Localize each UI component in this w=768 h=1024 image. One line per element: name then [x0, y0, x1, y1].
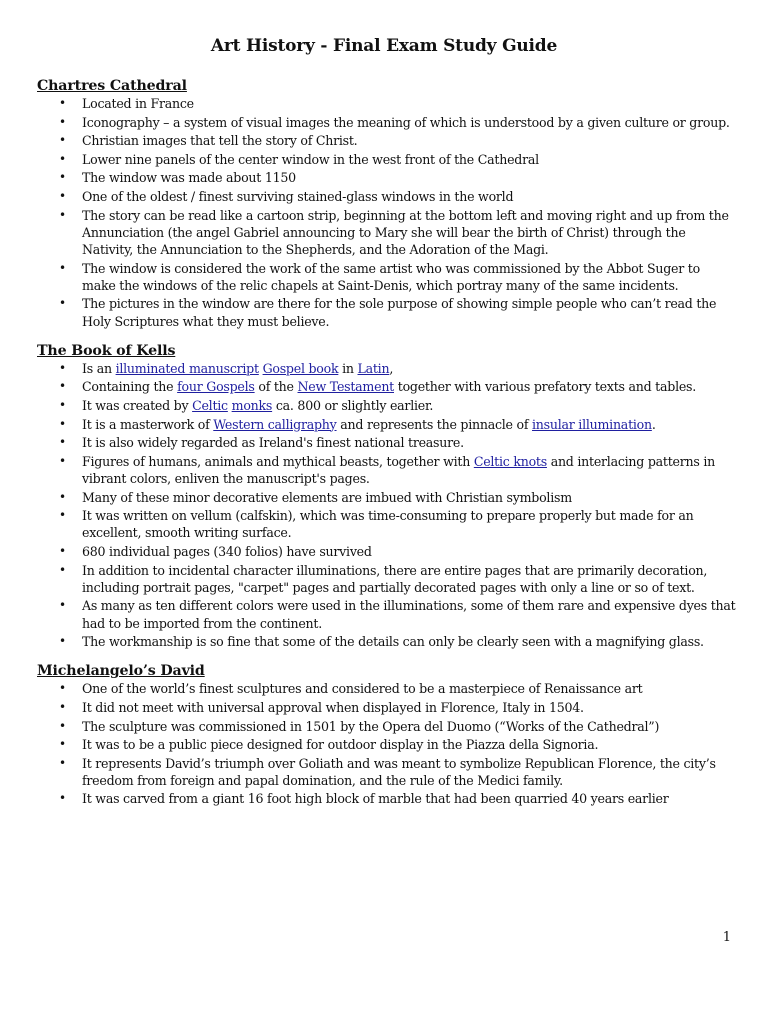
bullet-text: One of the oldest / finest surviving stained-glass windows in the world [82, 188, 514, 204]
bullet-item [37, 188, 737, 205]
bullet-item [37, 151, 737, 168]
bullet-item [37, 790, 737, 807]
bullet-item [37, 597, 737, 631]
bullet-list [37, 95, 737, 330]
bullet-text: and interlacing patterns in vibrant colors, enliven the manuscript's pages. [82, 453, 715, 486]
bullet-text: in [338, 360, 358, 376]
bullet-text: Iconography – a system of visual images the meaning of which is understood by a given culture or group. [82, 114, 730, 130]
section-heading: The Book of Kells [37, 342, 176, 359]
bullet-item [37, 416, 737, 433]
bullet-text: The pictures in the window are there for the sole purpose of showing simple people who can’t read the Holy Scriptures what they must believe. [82, 296, 717, 329]
bullet-text: As many as ten different colors were used in the illuminations, some of them rare and expensive dyes that had to be imported from the continent. [82, 598, 736, 631]
bullet-text: together with various prefatory texts and tables. [394, 379, 697, 395]
bullet-text: It is a masterwork of [82, 416, 214, 432]
bullet-text: It did not meet with universal approval when displayed in Florence, Italy in 1504. [82, 699, 584, 715]
bullet-text: Figures of humans, animals and mythical beasts, together with [82, 453, 474, 469]
bullet-item [37, 95, 737, 112]
bullet-item [37, 434, 737, 451]
bullet-text: 680 individual pages (340 folios) have survived [82, 543, 372, 559]
hyperlink[interactable]: Celtic knots [473, 453, 547, 469]
bullet-text: The window was made about 1150 [82, 170, 296, 186]
hyperlink[interactable]: Western calligraphy [213, 416, 337, 432]
bullet-text: Christian images that tell the story of Christ. [82, 133, 358, 149]
bullet-item [37, 718, 737, 735]
hyperlink[interactable]: monks [231, 397, 273, 413]
page-number: 1 [722, 930, 731, 945]
bullet-text: It was created by [82, 397, 193, 413]
document-body [37, 77, 737, 820]
bullet-item [37, 562, 737, 596]
hyperlink[interactable]: insular illumination [532, 416, 652, 432]
bullet-text: Many of these minor decorative elements are imbued with Christian symbolism [82, 489, 572, 505]
bullet-item [37, 169, 737, 186]
hyperlink[interactable]: illuminated manuscript [115, 360, 259, 376]
bullet-text: and represents the pinnacle of [336, 416, 533, 432]
document-title: Art History - Final Exam Study Guide [210, 36, 558, 56]
bullet-item [37, 132, 737, 149]
bullet-text: , [389, 360, 394, 376]
bullet-item [37, 489, 737, 506]
bullet-text: Lower nine panels of the center window in the west front of the Cathedral [82, 151, 539, 167]
bullet-item [37, 736, 737, 753]
bullet-text: It was to be a public piece designed for outdoor display in the Piazza della Signoria. [82, 737, 599, 753]
bullet-text: It is also widely regarded as Ireland's finest national treasure. [82, 435, 464, 451]
bullet-text: of the [254, 379, 298, 395]
bullet-text: Containing the [82, 379, 178, 395]
bullet-list [37, 360, 737, 651]
bullet-item [37, 755, 737, 789]
bullet-item [37, 680, 737, 697]
bullet-text: It was written on vellum (calfskin), which was time-consuming to prepare properly but made for an excellent, smooth writing surface. [82, 508, 694, 541]
bullet-text: Located in France [82, 96, 194, 111]
section-chartres-cathedral [37, 77, 737, 330]
bullet-item [37, 397, 737, 414]
bullet-item [37, 260, 737, 294]
bullet-item [37, 360, 737, 377]
bullet-text: The story can be read like a cartoon strip, beginning at the bottom left and moving right and up from the Annunciation (the angel Gabriel announcing to Mary she will bear the birth of Christ) through the Nativity, the Annunciation to the Shepherds, and the Adoration of the Magi. [82, 207, 729, 257]
bullet-item [37, 633, 737, 650]
hyperlink[interactable]: Latin [357, 360, 390, 376]
bullet-list [37, 680, 737, 807]
hyperlink[interactable]: New Testament [297, 379, 394, 395]
section-book-of-kells [37, 342, 737, 651]
bullet-text: The sculpture was commissioned in 1501 by the Opera del Duomo (“Works of the Cathedral”) [82, 718, 660, 734]
bullet-item [37, 295, 737, 329]
bullet-text: Is an [82, 360, 116, 376]
bullet-text: In addition to incidental character illuminations, there are entire pages that are primarily decoration, including portrait pages, "carpet" pages and partially decorated pages with only a line or so of text. [82, 562, 708, 595]
bullet-text: One of the world’s finest sculptures and considered to be a masterpiece of Renaissance art [82, 681, 643, 697]
bullet-item [37, 207, 737, 259]
bullet-item [37, 378, 737, 395]
bullet-text: It was carved from a giant 16 foot high block of marble that had been quarried 40 years earlier [82, 791, 669, 807]
bullet-text: . [651, 416, 656, 432]
bullet-item [37, 114, 737, 131]
hyperlink[interactable]: Gospel book [262, 360, 339, 376]
section-heading: Chartres Cathedral [37, 78, 187, 94]
section-michelangelos-david [37, 662, 737, 807]
hyperlink[interactable]: Celtic [192, 397, 228, 413]
bullet-item [37, 507, 737, 541]
bullet-item [37, 543, 737, 560]
bullet-text: The window is considered the work of the same artist who was commissioned by the Abbot Suger to make the windows of the relic chapels at Saint-Denis, which portray many of the same incidents. [82, 260, 700, 293]
bullet-text: ca. 800 or slightly earlier. [272, 397, 434, 413]
hyperlink[interactable]: four Gospels [177, 379, 255, 395]
bullet-text: The workmanship is so fine that some of the details can only be clearly seen with a magnifying glass. [82, 634, 704, 650]
section-heading: Michelangelo’s David [37, 663, 205, 680]
bullet-text: It represents David’s triumph over Goliath and was meant to symbolize Republican Florence, the city’s freedom from foreign and papal domination, and the rule of the Medici family. [82, 755, 716, 788]
bullet-item [37, 699, 737, 716]
bullet-item [37, 453, 737, 487]
